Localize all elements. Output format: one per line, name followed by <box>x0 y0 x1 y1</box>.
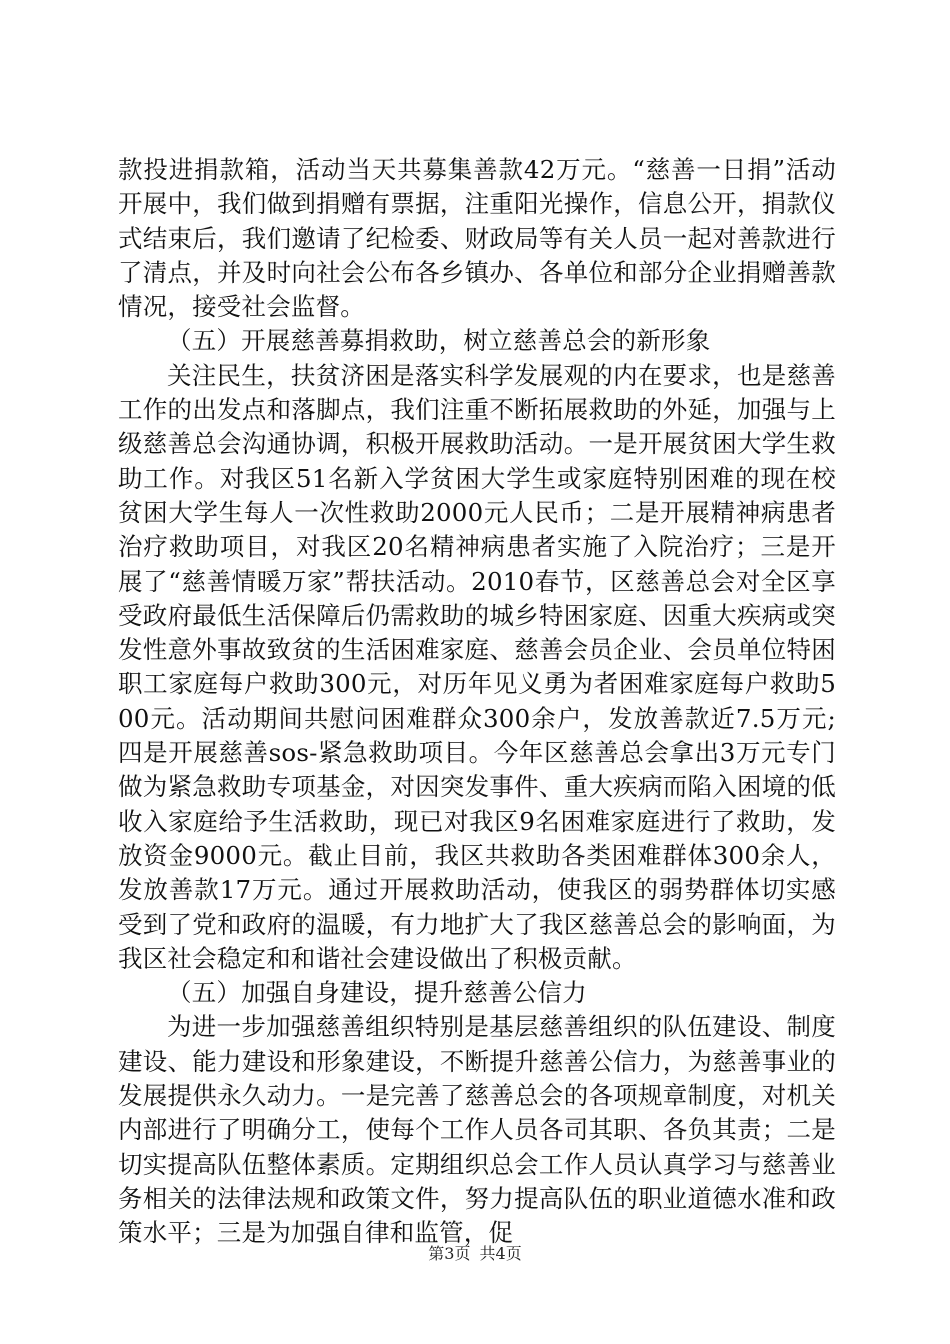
paragraph-relief-activities: 关注民生，扶贫济困是落实科学发展观的内在要求，也是慈善工作的出发点和落脚点，我们注重不断拓展救助的外延，加强与上级慈善总会沟通协调，积极开展救助活动。一是开展贫困大学生救助工作。对我区51名新入学贫困大学生或家庭特别困难的现在校贫困大学生每人一次性救助2000元人民币；二是开展精神病患者治疗救助项目，对我区20名精神病患者实施了入院治疗；三是开展了“慈善情暖万家”帮扶活动。2010春节，区慈善总会对全区享受政府最低生活保障后仍需救助的城乡特困家庭、因重大疾病或突发性意外事故致贫的生活困难家庭、慈善会员企业、会员单位特困职工家庭每户救助300元，对历年见义勇为者困难家庭每户救助500元。活动期间共慰问困难群众300余户，发放善款近7.5万元;四是开展慈善sos-紧急救助项目。今年区慈善总会拿出3万元专门做为紧急救助专项基金，对因突发事件、重大疾病而陷入困境的低收入家庭给予生活救助，现已对我区9名困难家庭进行了救助，发放资金9000元。截止目前，我区共救助各类困难群体300余人，发放善款17万元。通过开展救助活动，使我区的弱势群体切实感受到了党和政府的温暖，有力地扩大了我区慈善总会的影响面，为我区社会稳定和和谐社会建设做出了积极贡献。 <box>118 360 836 973</box>
page-footer <box>0 1244 950 1264</box>
paragraph-self-building: 为进一步加强慈善组织特别是基层慈善组织的队伍建设、制度建设、能力建设和形象建设，不断提升慈善公信力，为慈善事业的发展提供永久动力。一是完善了慈善总会的各项规章制度，对机关内部进行了明确分工，使每个工作人员各司其职、各负其责；二是切实提高队伍整体素质。定期组织总会工作人员认真学习与慈善业务相关的法律法规和政策文件，努力提高队伍的职业道德水准和政策水平；三是为加强自律和监管，促 <box>118 1012 836 1248</box>
section-heading-relief: （五）开展慈善募捐救助，树立慈善总会的新形象 <box>167 326 711 356</box>
page-number: 第3页 <box>428 1244 471 1263</box>
section-heading-self-building: （五）加强自身建设，提升慈善公信力 <box>167 978 587 1008</box>
page-total: 共4页 <box>479 1244 522 1263</box>
paragraph-donation-box: 款投进捐款箱，活动当天共募集善款42万元。“慈善一日捐”活动开展中，我们做到捐赠有票据，注重阳光操作，信息公开，捐款仪式结束后，我们邀请了纪检委、财政局等有关人员一起对善款进行了清点，并及时向社会公布各乡镇办、各单位和部分企业捐赠善款情况，接受社会监督。 <box>118 155 836 322</box>
document-body <box>118 153 836 1251</box>
